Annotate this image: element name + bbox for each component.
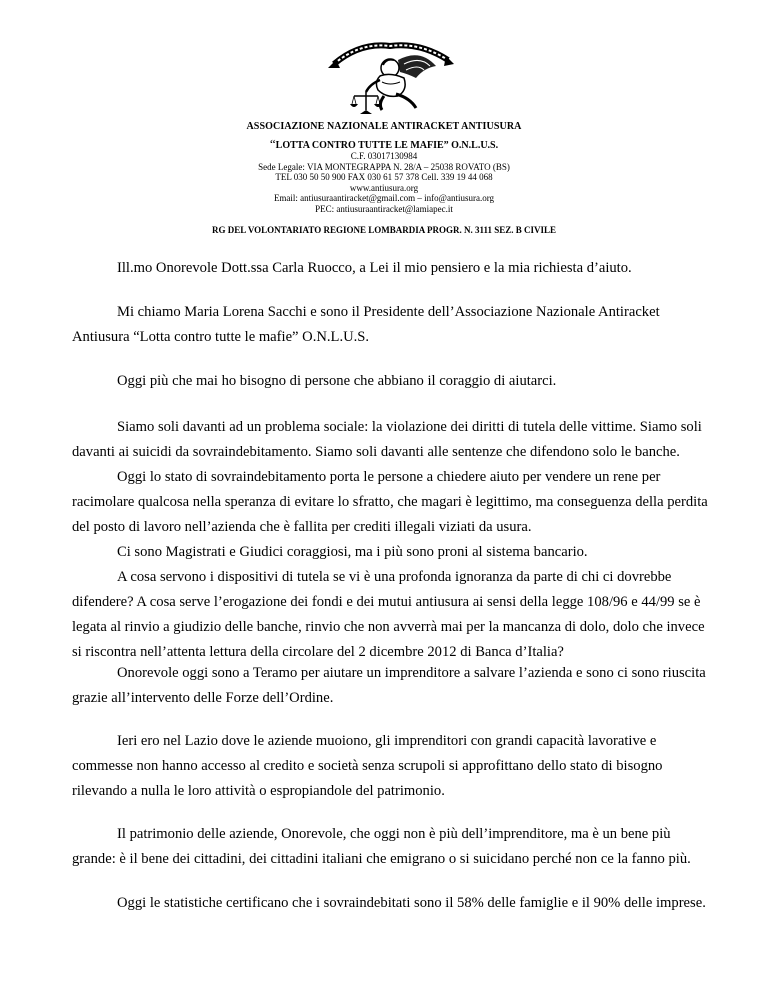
paragraph-protection: A cosa servono i dispositivi di tutela se vi è una profonda ignoranza da parte di chi ci dovrebbe difendere? A cosa serve l’erogazione dei fondi e dei mutui antiusura ai sensi della legge 108/96 e 44/99 se è legata al rinvio a giudizio delle banche, rinvio che non avverrà mai per la mancanza di dolo, dolo che invece si riscontra nell’attenta lettura della circolare del 2 dicembre 2012 di Banca d’Italia? [72,569,705,660]
registered-office: Sede Legale: VIA MONTEGRAPPA N. 28/A – 25038 ROVATO (BS) [258,161,510,172]
paragraph-statistics: Oggi le statistiche certificano che i sovraindebitati sono il 58% delle famiglie e il 90% delle imprese. [117,895,706,911]
paragraph-judges: Ci sono Magistrati e Giudici coraggiosi, ma i più sono proni al sistema bancario. [117,544,588,560]
motto-text: LOTTA CONTRO TUTTE LE MAFIE” O.N.L.U.S. [275,140,499,151]
paragraph-overindebtedness: Oggi lo stato di sovraindebitamento porta le persone a chiedere aiuto per vendere un rene per racimolare qualcosa nella speranza di evitare lo sfratto, che magari è legittimo, ma conseguenza della perdita del posto di lavoro nell’azienda che è fallita per crediti illegali viziati da usura. [72,469,708,535]
association-logo [320,38,460,120]
paragraph-courage: Oggi più che mai ho bisogno di persone che abbiano il coraggio di aiutarci. [117,373,557,389]
website: www.antiusura.org [349,182,419,193]
paragraph-alone: Siamo soli davanti ad un problema sociale: la violazione dei diritti di tutela delle vittime. Siamo soli davanti ai suicidi da sovraindebitamento. Siamo soli davanti alle sentenze che difendono solo le banche. [72,419,702,460]
organization-motto [0,136,768,152]
paragraph-heritage: Il patrimonio delle aziende, Onorevole, che oggi non è più dell’imprenditore, ma è un bene più grande: è il bene dei cittadini, dei cittadini italiani che emigrano o si suicidano perché non ce la fanno più. [72,826,691,867]
tax-code: C.F. 03017130984 [350,151,418,161]
pec: PEC: antiusuraantiracket@lamiapec.it [315,203,453,214]
paragraph-intro: Mi chiamo Maria Lorena Sacchi e sono il Presidente dell’Associazione Nazionale Antiracket Antiusura “Lotta contro tutte le mafie” O.N.L.U.S. [72,304,660,345]
organization-name: ASSOCIAZIONE NAZIONALE ANTIRACKET ANTIUSURA [246,121,522,132]
paragraph-teramo: Onorevole oggi sono a Teramo per aiutare un imprenditore a salvare l’azienda e sono ci sono riuscita grazie all’intervento delle Forze dell’Ordine. [72,665,706,706]
contact-block [0,151,768,215]
salutation: Ill.mo Onorevole Dott.ssa Carla Ruocco, a Lei il mio pensiero e la mia richiesta d’aiuto. [117,260,632,276]
registry-line: RG DEL VOLONTARIATO REGIONE LOMBARDIA PROGR. N. 3111 SEZ. B CIVILE [212,225,556,235]
phone-fax: TEL 030 50 50 900 FAX 030 61 57 378 Cell. 339 19 44 068 [275,172,493,183]
motto-open-quote: “ [269,136,276,151]
paragraph-lazio: Ieri ero nel Lazio dove le aziende muoiono, gli imprenditori con grandi capacità lavorative e commesse non hanno accesso al credito e società senza scrupoli si approfittano dello stato di bisogno rilevando a nulla le loro attività o espropiandole del patrimonio. [72,733,663,799]
email: Email: antiusuraantiracket@gmail.com – info@antiusura.org [273,193,495,204]
